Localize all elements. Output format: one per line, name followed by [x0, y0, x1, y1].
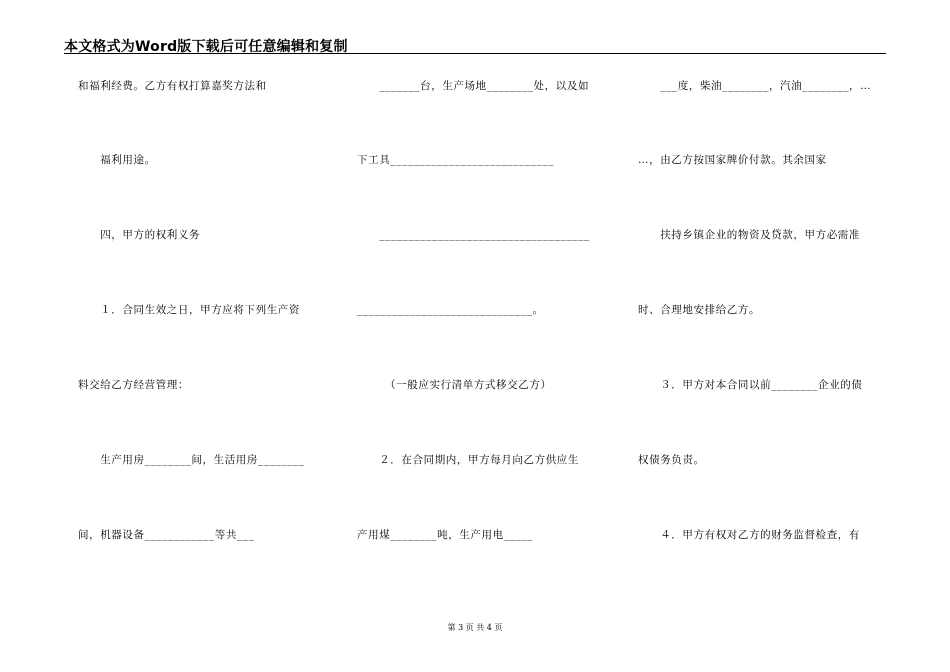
text-line: ２．在合同期内，甲方每月向乙方供应生 [357, 454, 579, 466]
text-line: …，由乙方按国家牌价付款。其余国家 [638, 154, 827, 166]
text-line: ______________________________。 [357, 304, 544, 316]
text-line: ____________________________________ [357, 229, 590, 241]
text-line: 时、合理地安排给乙方。 [638, 304, 761, 316]
text-line: １．合同生效之日，甲方应将下列生产资 [78, 304, 300, 316]
text-line: 料交给乙方经营管理： [78, 379, 189, 391]
text-column-2 [357, 0, 607, 672]
text-column-1 [78, 0, 328, 672]
text-line: ４．甲方有权对乙方的财务监督检查，有 [638, 529, 860, 541]
text-line: 扶持乡镇企业的物资及贷款，甲方必需准 [638, 229, 860, 241]
text-line: _______台，生产场地________处，以及如 [357, 80, 590, 92]
text-line: 产用煤________吨，生产用电_____ [357, 529, 533, 541]
text-line: 福利用途。 [78, 154, 156, 166]
text-line: 权债务负责。 [638, 454, 705, 466]
document-header-title: 本文格式为Word版下载后可任意编辑和复制 [64, 39, 348, 55]
text-line: 和福利经费。乙方有权打算嘉奖方法和 [78, 80, 267, 92]
text-line: ３．甲方对本合同以前________企业的债 [638, 379, 863, 391]
text-column-3 [638, 0, 888, 672]
text-line: 生产用房________间，生活用房________ [78, 454, 305, 466]
text-line: ___度，柴油________，汽油________，… [638, 80, 872, 92]
text-line: 下工具____________________________ [357, 154, 555, 166]
text-line: 四，甲方的权利义务 [78, 229, 201, 241]
text-line: （一般应实行清单方式移交乙方） [357, 379, 552, 391]
page-number: 第 3 页 共 4 页 [447, 623, 503, 632]
text-line: 间，机器设备____________等共___ [78, 529, 255, 541]
